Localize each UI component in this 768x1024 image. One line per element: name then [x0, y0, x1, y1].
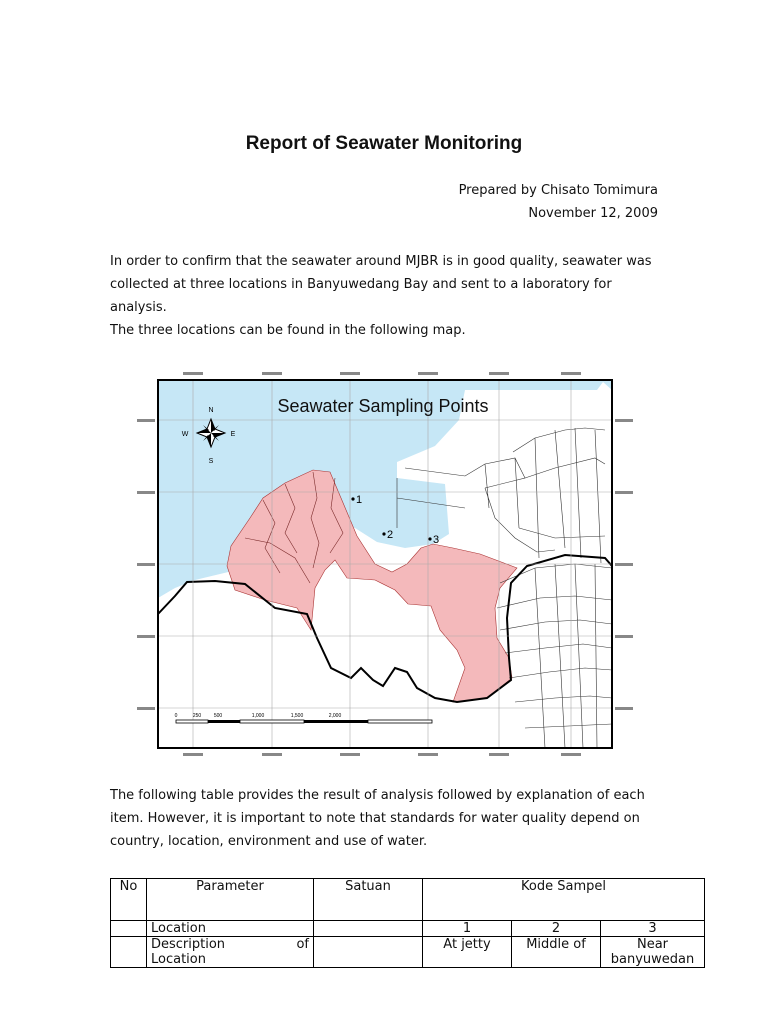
report-date: November 12, 2009	[528, 206, 658, 221]
description-label-word: of	[296, 937, 309, 952]
results-table	[110, 878, 705, 968]
header-no: No	[111, 879, 147, 921]
cell-sample-3: 3	[601, 921, 705, 937]
sampling-point-label: 1	[356, 494, 363, 506]
description-label-line	[151, 937, 309, 952]
cell-sample-1: 1	[423, 921, 512, 937]
sampling-map	[135, 368, 635, 760]
page-title: Report of Seawater Monitoring	[245, 133, 523, 154]
table-intro-text	[110, 784, 655, 853]
table-header-row	[111, 879, 705, 921]
cell-sample-3	[601, 937, 705, 968]
sample-3-line: Near	[636, 937, 669, 952]
compass-north: N	[208, 407, 214, 414]
cell-sample-1: At jetty	[423, 937, 512, 968]
header-satuan: Satuan	[314, 879, 423, 921]
map-title: Seawater Sampling Points	[277, 396, 489, 416]
intro-paragraph: In order to confirm that the seawater around MJBR is in good quality, seawater was collected at three locations in Banyuwedang Bay and sent to a laboratory for analysis.	[110, 254, 652, 315]
header-parameter: Parameter	[147, 879, 314, 921]
compass-south: S	[208, 458, 214, 465]
table-row	[111, 937, 705, 968]
sample-3-line: banyuwedan	[610, 952, 695, 967]
prepared-by: Prepared by Chisato Tomimura	[458, 183, 658, 198]
scale-label: 1,500	[290, 713, 304, 719]
scale-label: 1,000	[251, 713, 265, 719]
cell-sample-2: 2	[512, 921, 601, 937]
scale-label: 2,000	[328, 713, 342, 719]
table-intro-paragraph: The following table provides the result of analysis followed by explanation of each item. However, it is important to note that standards for water quality depend on country, location, environment and use of water.	[110, 788, 645, 849]
description-label-line: Location	[151, 952, 206, 967]
cell-no	[111, 937, 147, 968]
intro-text	[110, 250, 655, 342]
header-kode-sampel: Kode Sampel	[423, 879, 705, 921]
compass-east: E	[230, 431, 236, 438]
sampling-point-marker	[428, 537, 431, 540]
cell-satuan	[314, 937, 423, 968]
sampling-point-label: 3	[433, 534, 440, 546]
sampling-point-marker	[382, 532, 385, 535]
scale-label: 500	[213, 713, 223, 719]
cell-no	[111, 921, 147, 937]
cell-satuan	[314, 921, 423, 937]
description-label-word: Description	[151, 937, 226, 952]
scale-label: 250	[192, 713, 202, 719]
cell-parameter: Location	[147, 921, 314, 937]
cell-parameter	[147, 937, 314, 968]
cell-sample-2: Middle of	[512, 937, 601, 968]
sampling-point-marker	[351, 497, 354, 500]
table-row	[111, 921, 705, 937]
sampling-point-label: 2	[387, 529, 394, 541]
compass-west: W	[181, 431, 189, 438]
intro-paragraph-2: The three locations can be found in the following map.	[110, 323, 466, 338]
scale-bar	[176, 720, 432, 723]
scale-label: 0	[174, 713, 178, 719]
